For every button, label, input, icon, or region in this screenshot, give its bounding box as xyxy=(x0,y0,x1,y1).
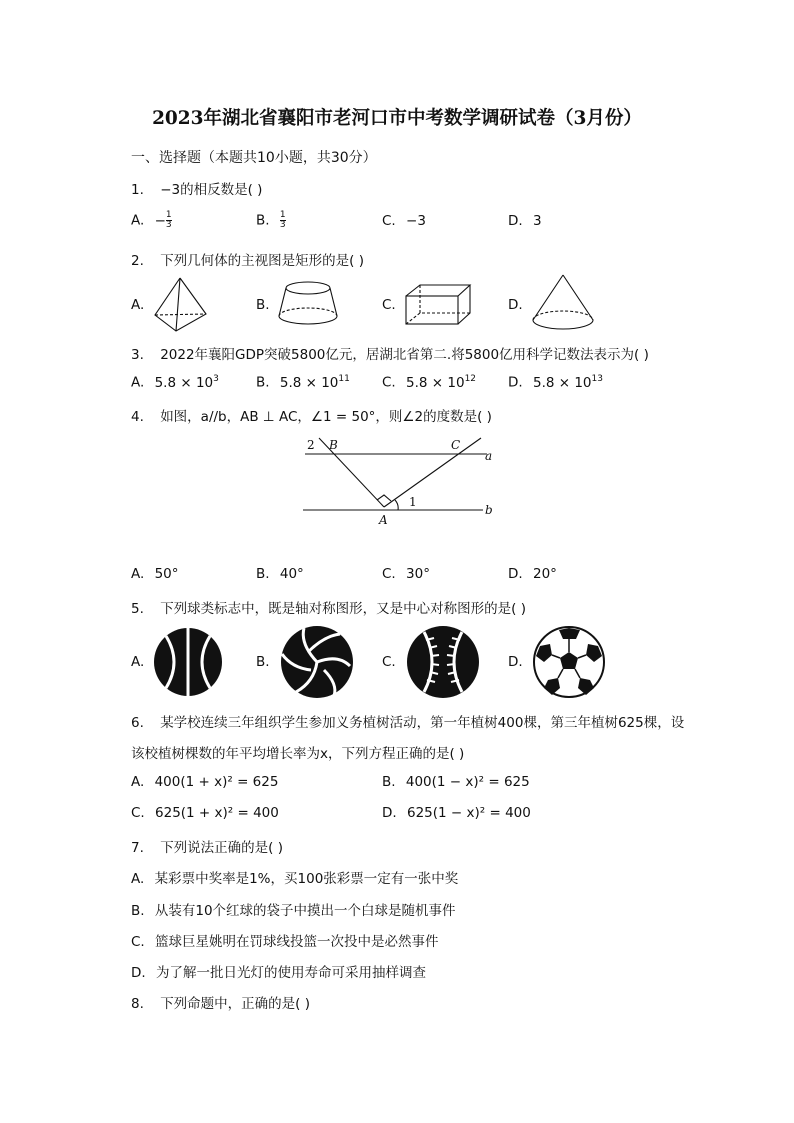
soccer-ball-icon xyxy=(530,624,608,700)
q4-option-d xyxy=(508,566,557,582)
option-label: D. xyxy=(508,566,523,582)
cuboid-figure xyxy=(402,282,474,328)
option-label: A. xyxy=(131,871,145,887)
option-text: 40° xyxy=(279,566,304,582)
cone-figure xyxy=(530,272,596,334)
exponent: 11 xyxy=(338,374,350,384)
option-text: −3 xyxy=(406,213,426,229)
option-label: A. xyxy=(131,774,145,790)
q5-label-b: B. xyxy=(256,654,270,670)
q5-label-d: D. xyxy=(508,654,523,670)
option-label: D. xyxy=(508,374,523,391)
q7-option-c xyxy=(131,930,439,950)
question-number: 8. xyxy=(131,996,144,1012)
option-label: B. xyxy=(131,903,145,919)
question-2 xyxy=(131,249,364,269)
question-4 xyxy=(131,405,492,425)
q2-label-c: C. xyxy=(382,297,396,313)
option-label: A. xyxy=(131,212,145,229)
question-number: 5. xyxy=(131,601,144,617)
question-number: 4. xyxy=(131,409,144,425)
q1-option-d xyxy=(508,213,542,229)
option-label: C. xyxy=(131,934,145,950)
option-label: C. xyxy=(382,566,396,582)
q2-label-d: D. xyxy=(508,297,523,313)
q5-label-c: C. xyxy=(382,654,396,670)
question-stem: 如图，a//b，AB ⊥ AC，∠1 = 50°，则∠2的度数是( ) xyxy=(160,409,492,425)
question-stem: −3的相反数是( ) xyxy=(160,182,263,198)
option-label: D. xyxy=(508,213,523,229)
page-title: 2023年湖北省襄阳市老河口市中考数学调研试卷（3月份） xyxy=(152,108,642,129)
option-text: 从装有10个红球的袋子中摸出一个白球是随机事件 xyxy=(154,903,456,919)
option-label: A. xyxy=(131,566,145,582)
q7-option-b xyxy=(131,899,456,919)
option-label: C. xyxy=(382,374,396,391)
option-text: 篮球巨星姚明在罚球线投篮一次投中是必然事件 xyxy=(155,934,439,950)
fraction: $\frac{1}{3}$ xyxy=(165,210,172,230)
question-8 xyxy=(131,992,310,1012)
question-stem: 2022年襄阳GDP突破5800亿元，居湖北省第二.将5800亿用科学记数法表示为( ) xyxy=(160,347,649,363)
basketball-icon xyxy=(152,626,224,698)
question-stem: 下列命题中，正确的是( ) xyxy=(160,996,311,1012)
question-number: 6. xyxy=(131,715,144,731)
question-stem-line1: 某学校连续三年组织学生参加义务植树活动，第一年植树400棵，第三年植树625棵，设 xyxy=(160,715,685,731)
option-text: 为了解一批日光灯的使用寿命可采用抽样调查 xyxy=(155,965,426,981)
q6-option-d xyxy=(382,805,531,821)
q1-option-c xyxy=(382,213,426,229)
frustum-figure xyxy=(276,278,340,328)
option-sign: − xyxy=(154,212,166,229)
q6-option-a xyxy=(131,774,278,790)
line-a-label: a xyxy=(485,449,493,463)
option-label: C. xyxy=(131,805,145,821)
option-text: 5.8 × 10 xyxy=(154,374,214,391)
option-text: 5.8 × 10 xyxy=(406,374,465,391)
q2-label-b: B. xyxy=(256,297,270,313)
option-text: 400(1 − x)² = 625 xyxy=(405,774,530,790)
option-text: 某彩票中奖率是1%，买100张彩票一定有一张中奖 xyxy=(154,871,459,887)
option-label: A. xyxy=(131,374,145,391)
angle-1-label: 1 xyxy=(409,495,417,509)
question-7 xyxy=(131,836,283,856)
point-b-label: B xyxy=(329,438,338,452)
q7-option-a xyxy=(131,867,458,887)
section-heading: 一、选择题（本题共10小题，共30分） xyxy=(131,150,377,166)
exponent: 3 xyxy=(213,374,219,384)
q5-label-a: A. xyxy=(131,654,145,670)
q1-option-a xyxy=(131,211,172,230)
question-6 xyxy=(131,711,684,731)
q3-option-d xyxy=(508,374,603,391)
option-label: B. xyxy=(256,566,270,582)
option-label: B. xyxy=(256,374,270,391)
option-text: 20° xyxy=(532,566,557,582)
question-stem: 下列球类标志中，既是轴对称图形，又是中心对称图形的是( ) xyxy=(160,601,527,617)
option-text: 400(1 + x)² = 625 xyxy=(154,774,279,790)
q4-option-a xyxy=(131,566,179,582)
q4-option-b xyxy=(256,566,304,582)
question-3 xyxy=(131,343,649,363)
q3-option-a xyxy=(131,374,219,391)
option-text: 5.8 × 10 xyxy=(279,374,339,391)
option-text: 30° xyxy=(406,566,430,582)
question-number: 1. xyxy=(131,182,144,198)
option-label: D. xyxy=(382,805,397,821)
option-label: B. xyxy=(256,212,270,229)
option-text: 3 xyxy=(532,213,542,229)
line-b-label: b xyxy=(485,503,493,517)
question-stem: 下列几何体的主视图是矩形的是( ) xyxy=(160,253,365,269)
point-a-label: A xyxy=(379,513,388,527)
option-text: 625(1 − x)² = 400 xyxy=(406,805,531,821)
q6-option-c xyxy=(131,805,279,821)
q2-label-a: A. xyxy=(131,297,145,313)
question-stem: 下列说法正确的是( ) xyxy=(160,840,284,856)
question-1 xyxy=(131,178,262,198)
exponent: 13 xyxy=(591,374,603,384)
option-label: B. xyxy=(382,774,396,790)
q6-option-b xyxy=(382,774,530,790)
parallel-lines-figure xyxy=(295,430,505,530)
exponent: 12 xyxy=(464,374,477,384)
point-c-label: C xyxy=(451,438,461,452)
option-text: 5.8 × 10 xyxy=(532,374,592,391)
q1-option-b xyxy=(256,211,286,230)
q4-option-c xyxy=(382,566,430,582)
question-number: 2. xyxy=(131,253,144,269)
angle-2-label: 2 xyxy=(307,438,315,452)
question-number: 7. xyxy=(131,840,144,856)
option-text: 625(1 + x)² = 400 xyxy=(155,805,279,821)
fraction: $\frac{1}{3}$ xyxy=(279,210,286,230)
pyramid-figure xyxy=(150,275,210,333)
baseball-icon xyxy=(404,624,482,700)
question-number: 3. xyxy=(131,347,144,363)
q3-option-c xyxy=(382,374,476,391)
volleyball-icon xyxy=(278,624,356,700)
option-label: D. xyxy=(131,965,146,981)
question-5 xyxy=(131,597,526,617)
option-text: 50° xyxy=(154,566,179,582)
option-label: C. xyxy=(382,213,396,229)
q7-option-d xyxy=(131,961,426,981)
question-6-line2: 该校植树棵数的年平均增长率为x，下列方程正确的是( ) xyxy=(131,746,465,762)
q3-option-b xyxy=(256,374,350,391)
